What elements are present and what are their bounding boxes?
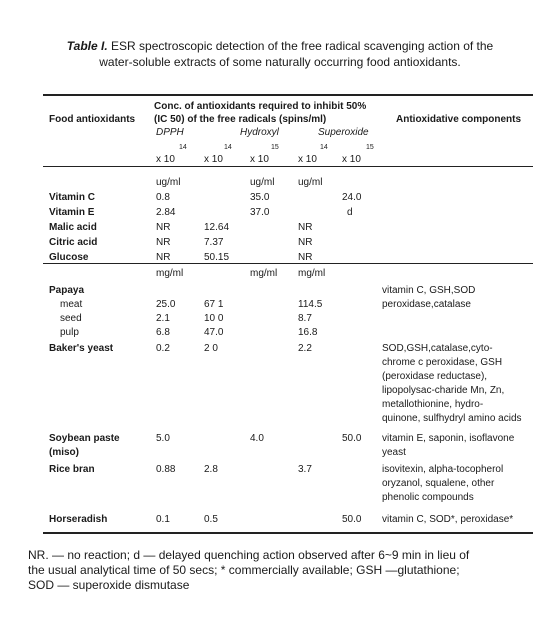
cell-value: 0.5 (204, 514, 218, 525)
cell-value: NR (156, 252, 171, 263)
component-line: isovitexin, alpha-tocopherol (382, 464, 504, 475)
header-conc-line1: Conc. of antioxidants required to inhibit 50% (154, 101, 367, 112)
cell-value: 8.7 (298, 313, 312, 324)
component-line: phenolic compounds (382, 492, 474, 503)
footnote-line3: SOD — superoxide dismutase (28, 578, 190, 592)
multiplier-2: x 10 (204, 154, 223, 165)
cell-value: NR (156, 237, 171, 248)
caption-line1: ESR spectroscopic detection of the free radical scavenging action of the (107, 39, 494, 53)
exponent-3: 15 (271, 144, 279, 151)
multiplier-1: x 10 (156, 154, 175, 165)
unit-label: mg/ml (298, 268, 326, 279)
unit-label: mg/ml (156, 268, 184, 279)
header-rule (43, 166, 533, 167)
cell-value: 24.0 (342, 192, 362, 203)
table-caption (30, 38, 530, 70)
cell-value: 50.0 (342, 514, 362, 525)
row-name: Vitamin C (49, 192, 95, 203)
table-footnote (28, 548, 533, 593)
cell-value: 6.8 (156, 327, 170, 338)
unit-label: ug/ml (156, 177, 181, 188)
component-line: yeast (382, 447, 406, 458)
component-line: quinone, sulfhydryl amino acids (382, 413, 522, 424)
cell-value: NR (156, 222, 171, 233)
row-name: pulp (60, 327, 79, 338)
cell-value: 0.2 (156, 343, 170, 354)
cell-value: 50.0 (342, 433, 362, 444)
caption-label: Table I. (66, 39, 108, 53)
cell-value: 37.0 (250, 207, 270, 218)
cell-value: 5.0 (156, 433, 170, 444)
exponent-2: 14 (224, 144, 232, 151)
component-line: oryzanol, squalene, other (382, 478, 495, 489)
row-name: Malic acid (49, 222, 97, 233)
cell-value: NR (298, 252, 313, 263)
cell-value: 67 1 (204, 299, 224, 310)
component-line: vitamin C, SOD*, peroxidase* (382, 514, 514, 525)
cell-value: d (347, 207, 353, 218)
cell-value: 3.7 (298, 464, 312, 475)
cell-value: 2.84 (156, 207, 176, 218)
cell-value: 25.0 (156, 299, 176, 310)
component-line: lipopolysac-charide Mn, Zn, (382, 385, 505, 396)
component-line: vitamin C, GSH,SOD (382, 285, 476, 296)
row-name: meat (60, 299, 83, 310)
row-name: Horseradish (49, 514, 108, 525)
component-line: metallothionine, hydro- (382, 399, 484, 410)
cell-value: 7.37 (204, 237, 224, 248)
cell-value: 10 0 (204, 313, 224, 324)
cell-value: NR (298, 237, 313, 248)
unit-label: mg/ml (250, 268, 278, 279)
exponent-5: 15 (366, 144, 374, 151)
component-line: (peroxidase reductase), (382, 371, 488, 382)
row-name: Rice bran (49, 464, 95, 475)
cell-value: 2 0 (204, 343, 218, 354)
row-name: Glucose (49, 252, 89, 263)
unit-label: ug/ml (298, 177, 323, 188)
multiplier-4: x 10 (298, 154, 317, 165)
top-rule (43, 94, 533, 96)
row-name: Baker's yeast (49, 343, 114, 354)
unit-label: ug/ml (250, 177, 275, 188)
footnote-line2: the usual analytical time of 50 secs; * commercially available; GSH —glutathione; (28, 563, 460, 577)
multiplier-3: x 10 (250, 154, 269, 165)
component-line: vitamin E, saponin, isoflavone (382, 433, 515, 444)
cell-value: 2.8 (204, 464, 218, 475)
row-name: seed (60, 313, 82, 324)
radical-dpph: DPPH (156, 127, 184, 138)
exponent-1: 14 (179, 144, 187, 151)
component-line: peroxidase,catalase (382, 299, 471, 310)
cell-value: 0.88 (156, 464, 176, 475)
cell-value: 16.8 (298, 327, 318, 338)
radical-hydroxyl: Hydroxyl (240, 127, 279, 138)
bottom-rule (43, 532, 533, 534)
cell-value: 47.0 (204, 327, 224, 338)
cell-value: 50.15 (204, 252, 230, 263)
cell-value: 114.5 (298, 299, 323, 310)
header-antioxidative-components: Antioxidative components (396, 114, 522, 125)
section-rule (43, 263, 533, 264)
row-name: Citric acid (49, 237, 98, 248)
cell-value: 0.8 (156, 192, 170, 203)
cell-value: 4.0 (250, 433, 264, 444)
row-name: Vitamin E (49, 207, 95, 218)
component-line: chrome c peroxidase, GSH (382, 357, 503, 368)
caption-line2: water-soluble extracts of some naturally occurring food antioxidants. (99, 55, 461, 69)
row-name: Soybean paste (49, 433, 120, 444)
header-conc-line2: (IC 50) of the free radicals (spins/ml) (154, 114, 327, 125)
footnote-line1: NR. — no reaction; d — delayed quenching action observed after 6~9 min in lieu of (28, 548, 470, 562)
cell-value: 2.1 (156, 313, 170, 324)
exponent-4: 14 (320, 144, 328, 151)
cell-value: NR (298, 222, 313, 233)
cell-value: 35.0 (250, 192, 270, 203)
cell-value: 2.2 (298, 343, 312, 354)
cell-value: 12.64 (204, 222, 230, 233)
row-name: (miso) (49, 447, 79, 458)
header-food-antioxidants: Food antioxidants (49, 114, 136, 125)
row-name: Papaya (49, 285, 85, 296)
multiplier-5: x 10 (342, 154, 361, 165)
component-line: SOD,GSH,catalase,cyto- (382, 343, 493, 354)
cell-value: 0.1 (156, 514, 170, 525)
radical-superoxide: Superoxide (318, 127, 369, 138)
